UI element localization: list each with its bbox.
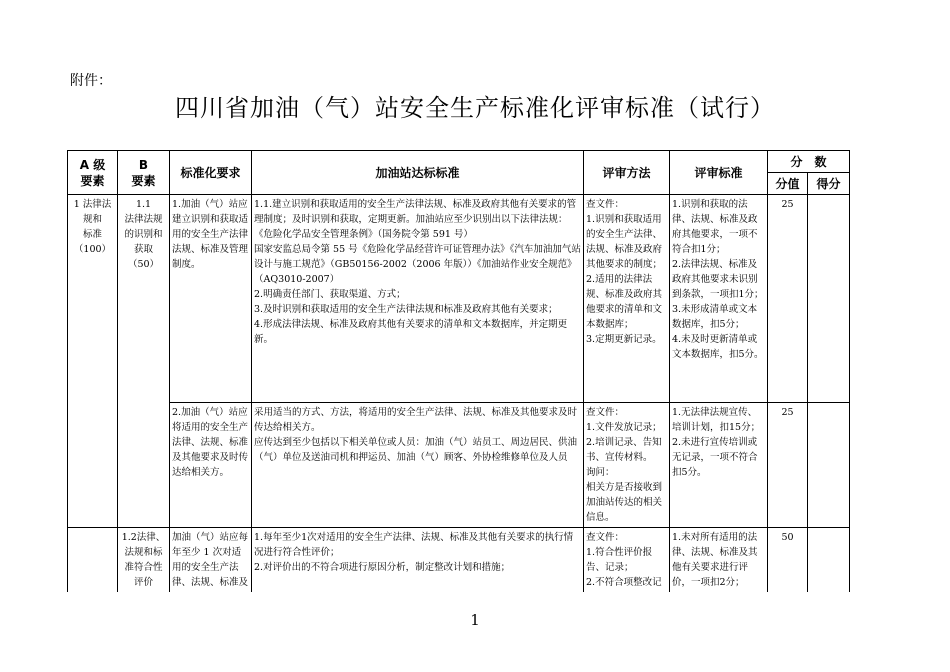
header-b-element: B 要素 [118,151,170,195]
method-cell: 查文件： 1.符合性评价报告、记录； 2.不符合项整改记 [584,528,670,593]
header-score: 分 数 [768,151,850,173]
header-criteria: 评审标准 [670,151,768,195]
table-row [68,528,850,593]
header-method: 评审方法 [584,151,670,195]
table-row [68,403,850,528]
station-standard-cell: 1.每年至少1次对适用的安全生产法律、法规、标准及其他有关要求的执行情况进行符合性评价； 2.对评价出的不符合项进行原因分析，制定整改计划和措施； [252,528,584,593]
requirement-cell: 加油（气）站应每年至少 1 次对适用的安全生产法律、法规、标准及 [170,528,252,593]
header-requirement: 标准化要求 [170,151,252,195]
score-value-cell: 25 [768,403,808,528]
header-station-standard: 加油站达标标准 [252,151,584,195]
page-number: 1 [470,611,480,629]
score-value-cell: 50 [768,528,808,593]
header-row [68,151,850,173]
header-score-value: 分值 [768,173,808,195]
b-element-cell: 1.2法律、法规和标准符合性评价 [118,528,170,593]
a-element-cell: 1 法律法 规和 标准 （100） [68,195,118,528]
criteria-cell: 1.识别和获取的法律、法规、标准及政府其他要求，一项不符合扣1分； 2.法律法规、标准及政府其他要求未识别到条款，一项扣1分； 3.未形成清单或文本数据库，扣5分； 4.未及时更新清单或文本数据库，扣5分。 [670,195,768,403]
score-value-cell: 25 [768,195,808,403]
score-got-cell [808,528,850,593]
station-standard-cell: 采用适当的方式、方法，将适用的安全生产法律、法规、标准及其他要求及时传达给相关方。 应传达到至少包括以下相关单位或人员：加油（气）站员工、周边居民、供油（气）单位及送油司机和押运员、加油（气）顾客、外协检维修单位及人员 [252,403,584,528]
header-score-got: 得分 [808,173,850,195]
score-got-cell [808,403,850,528]
table-row [68,195,850,403]
score-got-cell [808,195,850,403]
criteria-cell: 1.未对所有适用的法律、法规、标准及其他有关要求进行评价，一项扣2分； [670,528,768,593]
attachment-label: 附件： [70,73,112,89]
a-element-cell-empty [68,528,118,593]
station-standard-cell: 1.1.建立识别和获取适用的安全生产法律法规、标准及政府其他有关要求的管理制度；及时识别和获取，定期更新。加油站应至少识别出以下法律法规： 《危险化学品安全管理条例》（国务院令第 591 号） 国家安监总局令第 55 号《危险化学品经营许可证管理办法》《汽车加油加气站设计与施工规范》（GB50156-2002（2006 年版））《加油站作业安全规范》（AQ3010-2007） 2.明确责任部门、获取渠道、方式； 3.及时识别和获取适用的安全生产法律法规和标准及政府其他有关要求； 4.形成法律法规、标准及政府其他有关要求的清单和文本数据库，并定期更新。 [252,195,584,403]
method-cell: 查文件： 1.识别和获取适用的安全生产法律、法规、标准及政府其他要求的制度； 2.适用的法律法规、标准及政府其他要求的清单和文本数据库； 3.定期更新记录。 [584,195,670,403]
requirement-cell: 2.加油（气）站应将适用的安全生产法律、法规、标准及其他要求及时传达给相关方。 [170,403,252,528]
method-cell: 查文件： 1.文件发放记录； 2.培训记录、告知书、宣传材料。 询问： 相关方是否接收到加油站传达的相关信息。 [584,403,670,528]
requirement-cell: 1.加油（气）站应建立识别和获取适用的安全生产法律法规、标准及管理制度。 [170,195,252,403]
b-element-cell: 1.1 法律法规 的识别和 获取 （50） [118,195,170,528]
standards-table [67,150,850,592]
header-a-element: A 级 要素 [68,151,118,195]
document-title: 四川省加油（气）站安全生产标准化评审标准（试行） [175,94,775,122]
criteria-cell: 1.无法律法规宣传、培训计划，扣15分； 2.未进行宣传培训或无记录，一项不符合扣5分。 [670,403,768,528]
